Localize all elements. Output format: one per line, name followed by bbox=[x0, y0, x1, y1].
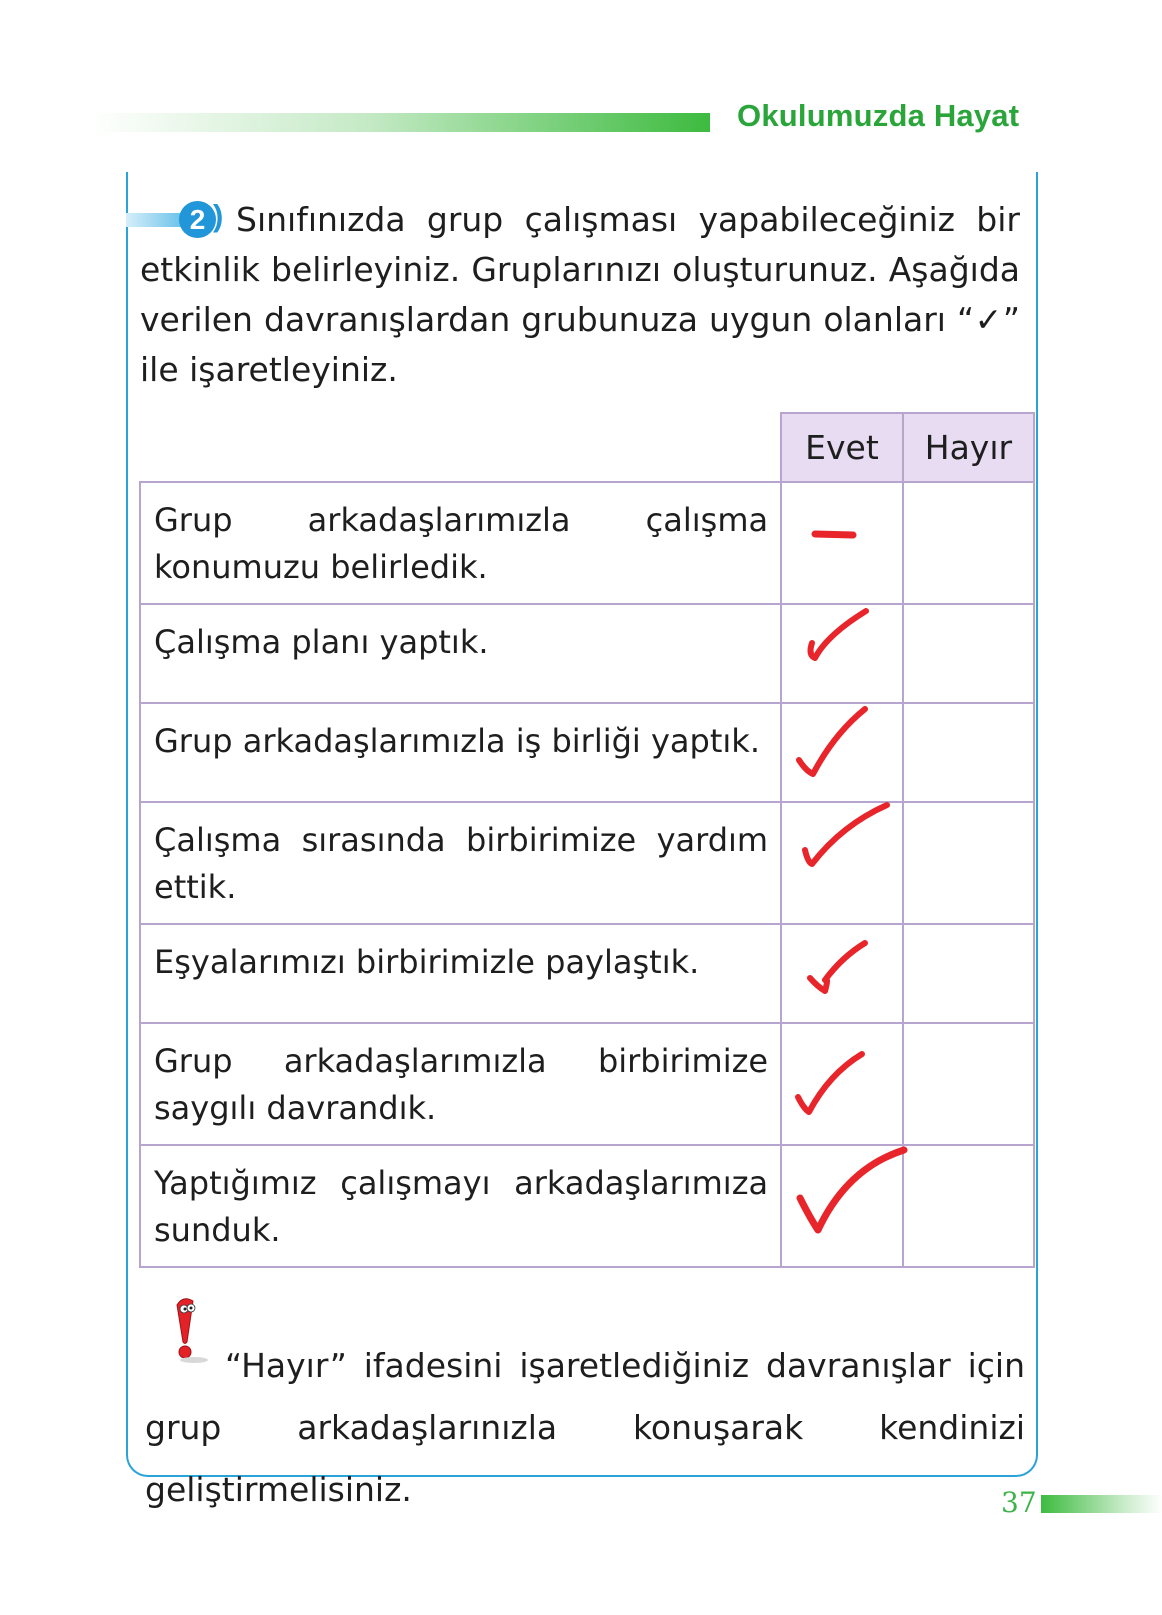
table-row bbox=[140, 703, 1034, 802]
behavior-text: Grup arkadaşlarımızla çalışma konumuzu belirledik. bbox=[140, 482, 781, 604]
question-number-paren: ) bbox=[213, 198, 224, 233]
evet-cell[interactable] bbox=[781, 802, 903, 924]
page-number: 37 bbox=[1001, 1486, 1037, 1519]
question-instructions: Sınıfınızda grup çalışması yapabileceğiniz bir etkinlik belirleyiniz. Gruplarınızı oluşturunuz. Aşağıda verilen davranışlardan grubunuza uygun olanları “✓” ile işaretleyiniz. bbox=[140, 200, 1020, 389]
check-mark-icon bbox=[782, 803, 899, 918]
behavior-text: Yaptığımız çalışmayı arkadaşlarımıza sunduk. bbox=[140, 1145, 781, 1267]
table-header-blank bbox=[140, 413, 781, 482]
evet-cell[interactable] bbox=[781, 1023, 903, 1145]
check-mark-icon bbox=[782, 704, 899, 803]
hayir-cell[interactable] bbox=[903, 482, 1034, 604]
evet-cell[interactable] bbox=[781, 703, 903, 802]
table-row bbox=[140, 604, 1034, 703]
check-mark-icon bbox=[782, 925, 899, 1024]
table-header-row bbox=[140, 413, 1034, 482]
evet-cell[interactable] bbox=[781, 1145, 903, 1267]
hayir-cell[interactable] bbox=[903, 703, 1034, 802]
dash-mark-icon bbox=[782, 483, 899, 604]
hayir-cell[interactable] bbox=[903, 924, 1034, 1023]
behavior-text: Eşyalarımızı birbirimizle paylaştık. bbox=[140, 924, 781, 1023]
table-row bbox=[140, 1023, 1034, 1145]
evet-cell[interactable] bbox=[781, 924, 903, 1023]
evet-cell[interactable] bbox=[781, 604, 903, 703]
behavior-text: Grup arkadaşlarımızla birbirimize saygılı davrandık. bbox=[140, 1023, 781, 1145]
question-number-badge: 2 bbox=[179, 201, 216, 238]
behavior-text: Çalışma sırasında birbirimize yardım ettik. bbox=[140, 802, 781, 924]
behavior-checklist-table bbox=[139, 412, 1035, 1268]
hayir-cell[interactable] bbox=[903, 1023, 1034, 1145]
check-mark-icon bbox=[782, 1146, 899, 1261]
column-header-evet: Evet bbox=[781, 413, 903, 482]
column-header-hayir: Hayır bbox=[903, 413, 1034, 482]
table-row bbox=[140, 924, 1034, 1023]
hayir-cell[interactable] bbox=[903, 1145, 1034, 1267]
table-row bbox=[140, 1145, 1034, 1267]
footer-gradient-bar bbox=[1041, 1495, 1162, 1513]
table-row bbox=[140, 482, 1034, 604]
header-gradient-bar bbox=[90, 113, 710, 132]
page-header-title: Okulumuzda Hayat bbox=[737, 98, 1020, 133]
hayir-cell[interactable] bbox=[903, 802, 1034, 924]
behavior-text: Grup arkadaşlarımızla iş birliği yaptık. bbox=[140, 703, 781, 802]
table-row bbox=[140, 802, 1034, 924]
evet-cell[interactable] bbox=[781, 482, 903, 604]
behavior-text: Çalışma planı yaptık. bbox=[140, 604, 781, 703]
note-text: “Hayır” ifadesini işaretlediğiniz davranışlar için grup arkadaşlarınızla konuşarak kendinizi geliştirmelisiniz. bbox=[145, 1346, 1025, 1509]
check-mark-icon bbox=[782, 605, 899, 704]
check-mark-icon bbox=[782, 1024, 899, 1139]
hayir-cell[interactable] bbox=[903, 604, 1034, 703]
